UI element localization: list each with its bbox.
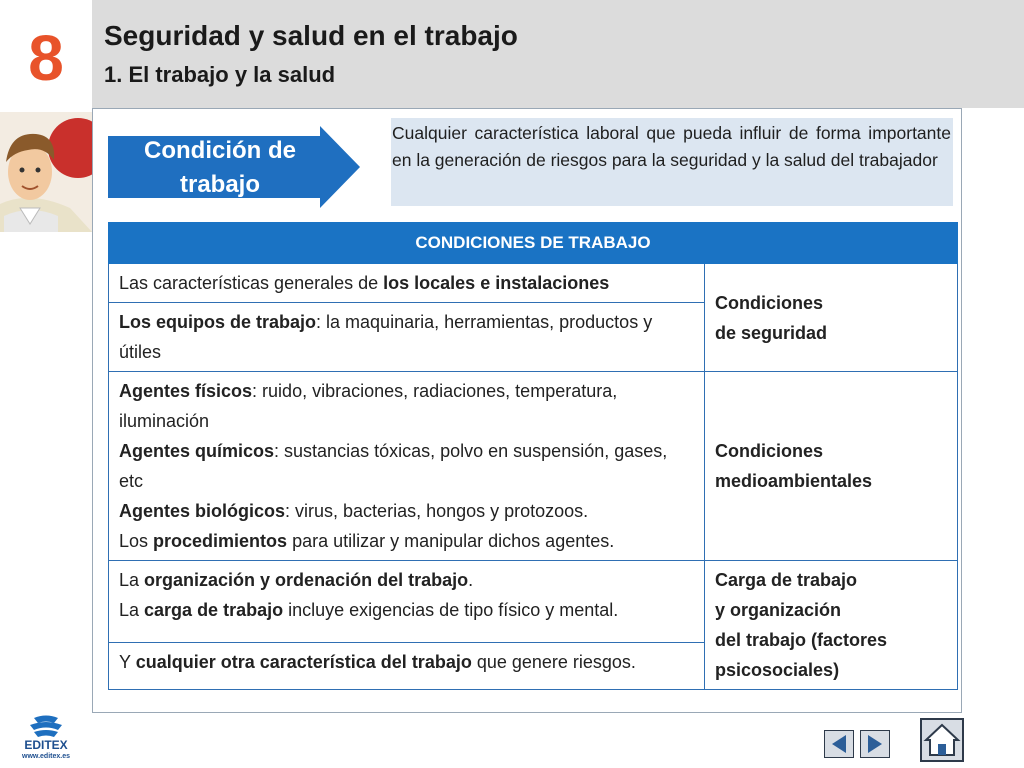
category-environment: Condiciones medioambientales bbox=[705, 372, 958, 561]
editex-logo bbox=[16, 714, 76, 765]
category-workload: Carga de trabajo y organización del trabajo (factores psicosociales) bbox=[705, 561, 958, 690]
table-header: CONDICIONES DE TRABAJO bbox=[109, 223, 958, 264]
next-arrow-icon bbox=[860, 730, 890, 758]
definition-text: Cualquier característica laboral que pueda influir de forma importante en la generación de riesgos para la seguridad y la salud del trabajador bbox=[391, 118, 953, 206]
page-title: Seguridad y salud en el trabajo bbox=[104, 20, 518, 51]
table-row bbox=[109, 264, 958, 303]
worker-illustration bbox=[0, 112, 92, 232]
chapter-number: 8 bbox=[28, 22, 64, 94]
condition-cell: Los equipos de trabajo: la maquinaria, herramientas, productos y útiles bbox=[109, 303, 705, 372]
condition-cell: Las características generales de los locales e instalaciones bbox=[109, 264, 705, 303]
category-security: Condiciones de seguridad bbox=[705, 264, 958, 372]
definition-term: Condición de trabajo bbox=[144, 137, 296, 198]
previous-arrow-icon bbox=[824, 730, 854, 758]
conditions-table bbox=[108, 222, 958, 690]
brand-name: EDITEX bbox=[24, 738, 68, 752]
next-button[interactable] bbox=[860, 730, 890, 763]
condition-cell: Y cualquier otra característica del trabajo que genere riesgos. bbox=[109, 643, 705, 690]
condition-cell: Agentes físicos: ruido, vibraciones, radiaciones, temperatura, iluminación Agentes químicos: sustancias tóxicas, polvo en suspensión, gases, etc Agentes biológicos: virus, bacterias, hongos y protozoos. Los procedimientos para utilizar y manipular dichos agentes. bbox=[109, 372, 705, 561]
condition-cell: La organización y ordenación del trabajo. La carga de trabajo incluye exigencias de tipo físico y mental. bbox=[109, 561, 705, 643]
home-button[interactable] bbox=[920, 718, 964, 767]
table-row bbox=[109, 561, 958, 643]
header-bar bbox=[92, 0, 1024, 108]
page-subtitle: 1. El trabajo y la salud bbox=[104, 62, 336, 87]
table-row bbox=[109, 372, 958, 561]
brand-website: www.editex.es bbox=[22, 753, 70, 760]
home-icon bbox=[920, 718, 964, 762]
previous-button[interactable] bbox=[824, 730, 854, 763]
